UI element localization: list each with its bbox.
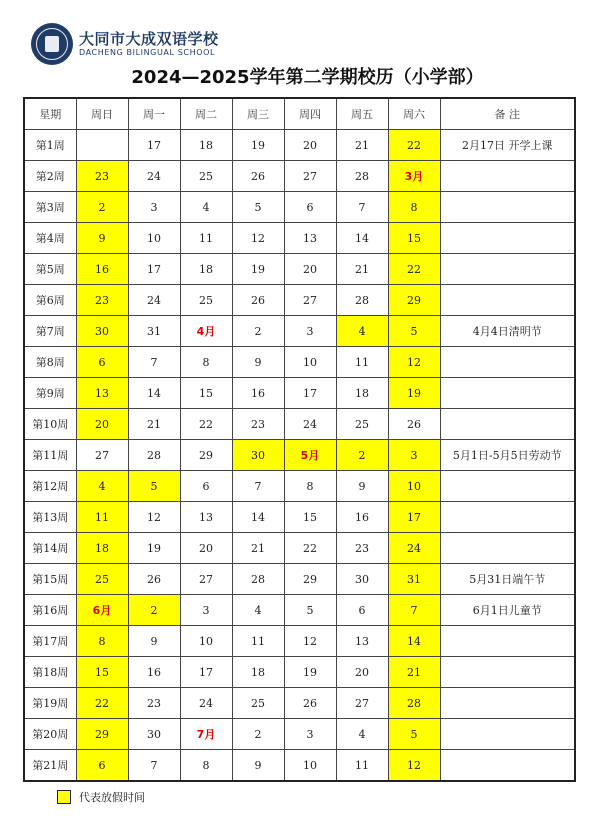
day-cell: 4月 — [180, 316, 232, 347]
week-note: 4月4日清明节 — [440, 316, 575, 347]
day-cell: 19 — [232, 130, 284, 161]
day-cell: 3 — [284, 719, 336, 750]
week-row — [24, 719, 575, 750]
page-title: 2024—2025学年第二学期校历（小学部） — [131, 67, 484, 88]
week-label: 第18周 — [24, 657, 76, 688]
week-row — [24, 564, 575, 595]
school-name-block — [79, 30, 219, 58]
day-cell: 11 — [336, 750, 388, 782]
day-cell: 13 — [76, 378, 128, 409]
week-row — [24, 533, 575, 564]
day-cell: 30 — [128, 719, 180, 750]
week-note: 6月1日儿童节 — [440, 595, 575, 626]
week-note — [440, 347, 575, 378]
week-note — [440, 378, 575, 409]
day-cell: 7 — [232, 471, 284, 502]
school-name-cn: 大同市大成双语学校 — [79, 30, 219, 48]
day-cell: 13 — [180, 502, 232, 533]
day-cell: 29 — [388, 285, 440, 316]
day-cell: 11 — [232, 626, 284, 657]
day-cell: 4 — [180, 192, 232, 223]
week-row — [24, 409, 575, 440]
day-cell: 25 — [336, 409, 388, 440]
week-row — [24, 316, 575, 347]
day-cell: 15 — [284, 502, 336, 533]
week-note — [440, 657, 575, 688]
header-notes: 备 注 — [440, 98, 575, 130]
week-label: 第1周 — [24, 130, 76, 161]
day-cell: 27 — [284, 285, 336, 316]
day-cell: 26 — [128, 564, 180, 595]
week-row — [24, 285, 575, 316]
day-cell: 20 — [284, 254, 336, 285]
day-cell: 23 — [76, 285, 128, 316]
week-note — [440, 688, 575, 719]
week-label: 第10周 — [24, 409, 76, 440]
week-note: 2月17日 开学上课 — [440, 130, 575, 161]
day-cell: 17 — [284, 378, 336, 409]
day-cell: 28 — [336, 285, 388, 316]
day-cell: 3 — [128, 192, 180, 223]
day-cell: 14 — [232, 502, 284, 533]
day-cell: 30 — [336, 564, 388, 595]
day-cell: 22 — [388, 254, 440, 285]
day-cell: 21 — [336, 130, 388, 161]
day-cell: 3 — [180, 595, 232, 626]
day-cell: 5 — [388, 316, 440, 347]
day-cell: 3 — [388, 440, 440, 471]
day-cell: 25 — [180, 285, 232, 316]
day-cell: 23 — [128, 688, 180, 719]
day-cell: 25 — [76, 564, 128, 595]
day-cell: 28 — [128, 440, 180, 471]
day-cell: 8 — [180, 347, 232, 378]
week-label: 第21周 — [24, 750, 76, 782]
day-cell: 29 — [284, 564, 336, 595]
week-row — [24, 192, 575, 223]
day-cell: 31 — [128, 316, 180, 347]
week-row — [24, 254, 575, 285]
day-cell: 3月 — [388, 161, 440, 192]
day-cell: 19 — [232, 254, 284, 285]
week-label: 第13周 — [24, 502, 76, 533]
week-row — [24, 471, 575, 502]
day-cell: 11 — [336, 347, 388, 378]
week-label: 第6周 — [24, 285, 76, 316]
day-cell: 16 — [232, 378, 284, 409]
day-cell: 13 — [336, 626, 388, 657]
header-mon: 周一 — [128, 98, 180, 130]
day-cell: 7 — [336, 192, 388, 223]
day-cell: 19 — [284, 657, 336, 688]
day-cell: 15 — [76, 657, 128, 688]
day-cell: 21 — [388, 657, 440, 688]
header-tue: 周二 — [180, 98, 232, 130]
day-cell: 15 — [180, 378, 232, 409]
header-fri: 周五 — [336, 98, 388, 130]
school-logo-icon — [31, 23, 73, 65]
week-row — [24, 657, 575, 688]
week-label: 第15周 — [24, 564, 76, 595]
day-cell: 11 — [76, 502, 128, 533]
day-cell: 17 — [128, 130, 180, 161]
week-label: 第2周 — [24, 161, 76, 192]
week-label: 第7周 — [24, 316, 76, 347]
day-cell: 20 — [336, 657, 388, 688]
week-note — [440, 409, 575, 440]
day-cell: 23 — [336, 533, 388, 564]
day-cell: 9 — [336, 471, 388, 502]
day-cell: 6 — [180, 471, 232, 502]
day-cell: 21 — [336, 254, 388, 285]
day-cell: 26 — [388, 409, 440, 440]
calendar-body — [24, 130, 575, 782]
day-cell: 23 — [76, 161, 128, 192]
day-cell: 27 — [76, 440, 128, 471]
day-cell: 6 — [76, 750, 128, 782]
week-row — [24, 440, 575, 471]
day-cell: 5月 — [284, 440, 336, 471]
day-cell: 20 — [76, 409, 128, 440]
day-cell: 16 — [76, 254, 128, 285]
day-cell: 16 — [128, 657, 180, 688]
legend-swatch — [57, 790, 71, 804]
day-cell: 28 — [232, 564, 284, 595]
week-note — [440, 471, 575, 502]
school-calendar-table — [23, 97, 576, 782]
day-cell: 8 — [76, 626, 128, 657]
day-cell: 6月 — [76, 595, 128, 626]
day-cell: 28 — [388, 688, 440, 719]
day-cell: 3 — [284, 316, 336, 347]
day-cell: 22 — [388, 130, 440, 161]
day-cell: 8 — [388, 192, 440, 223]
day-cell: 6 — [336, 595, 388, 626]
week-note — [440, 285, 575, 316]
legend-label: 代表放假时间 — [79, 791, 145, 804]
day-cell: 27 — [180, 564, 232, 595]
day-cell: 8 — [284, 471, 336, 502]
day-cell: 14 — [336, 223, 388, 254]
day-cell: 9 — [232, 750, 284, 782]
day-cell: 6 — [284, 192, 336, 223]
week-row — [24, 347, 575, 378]
week-label: 第5周 — [24, 254, 76, 285]
week-label: 第16周 — [24, 595, 76, 626]
week-row — [24, 130, 575, 161]
day-cell: 27 — [284, 161, 336, 192]
day-cell: 27 — [336, 688, 388, 719]
day-cell: 4 — [336, 316, 388, 347]
day-cell: 5 — [232, 192, 284, 223]
week-label: 第19周 — [24, 688, 76, 719]
week-label: 第11周 — [24, 440, 76, 471]
day-cell: 5 — [284, 595, 336, 626]
day-cell: 4 — [232, 595, 284, 626]
day-cell: 25 — [232, 688, 284, 719]
day-cell: 24 — [284, 409, 336, 440]
day-cell: 28 — [336, 161, 388, 192]
day-cell: 21 — [128, 409, 180, 440]
legend — [57, 789, 145, 805]
day-cell: 20 — [180, 533, 232, 564]
week-row — [24, 688, 575, 719]
day-cell: 25 — [180, 161, 232, 192]
day-cell: 19 — [388, 378, 440, 409]
week-label: 第12周 — [24, 471, 76, 502]
week-label: 第4周 — [24, 223, 76, 254]
day-cell: 24 — [388, 533, 440, 564]
week-row — [24, 750, 575, 782]
day-cell: 5 — [388, 719, 440, 750]
header-sun: 周日 — [76, 98, 128, 130]
day-cell: 10 — [180, 626, 232, 657]
day-cell: 22 — [76, 688, 128, 719]
day-cell: 15 — [388, 223, 440, 254]
day-cell: 7 — [128, 347, 180, 378]
week-label: 第20周 — [24, 719, 76, 750]
day-cell: 6 — [76, 347, 128, 378]
week-row — [24, 626, 575, 657]
day-cell: 5 — [128, 471, 180, 502]
week-label: 第3周 — [24, 192, 76, 223]
day-cell: 26 — [284, 688, 336, 719]
day-cell: 23 — [232, 409, 284, 440]
week-row — [24, 223, 575, 254]
day-cell: 18 — [232, 657, 284, 688]
school-header — [31, 24, 219, 64]
week-note: 5月1日-5月5日劳动节 — [440, 440, 575, 471]
day-cell: 4 — [76, 471, 128, 502]
day-cell: 16 — [336, 502, 388, 533]
day-cell: 12 — [388, 750, 440, 782]
week-label: 第17周 — [24, 626, 76, 657]
day-cell: 10 — [284, 750, 336, 782]
day-cell: 18 — [180, 254, 232, 285]
day-cell: 21 — [232, 533, 284, 564]
day-cell: 4 — [336, 719, 388, 750]
day-cell: 2 — [76, 192, 128, 223]
week-note — [440, 254, 575, 285]
day-cell: 2 — [336, 440, 388, 471]
week-note — [440, 626, 575, 657]
day-cell: 17 — [388, 502, 440, 533]
day-cell: 10 — [284, 347, 336, 378]
day-cell: 24 — [128, 161, 180, 192]
week-note — [440, 223, 575, 254]
header-thu: 周四 — [284, 98, 336, 130]
day-cell: 14 — [128, 378, 180, 409]
week-note — [440, 192, 575, 223]
day-cell: 14 — [388, 626, 440, 657]
day-cell: 31 — [388, 564, 440, 595]
day-cell: 9 — [128, 626, 180, 657]
week-row — [24, 595, 575, 626]
day-cell: 22 — [284, 533, 336, 564]
week-note — [440, 502, 575, 533]
day-cell: 9 — [232, 347, 284, 378]
day-cell: 2 — [128, 595, 180, 626]
day-cell: 18 — [336, 378, 388, 409]
week-row — [24, 502, 575, 533]
day-cell: 24 — [128, 285, 180, 316]
day-cell — [76, 130, 128, 161]
day-cell: 30 — [76, 316, 128, 347]
day-cell: 12 — [284, 626, 336, 657]
day-cell: 26 — [232, 161, 284, 192]
day-cell: 9 — [76, 223, 128, 254]
week-note — [440, 750, 575, 782]
day-cell: 12 — [232, 223, 284, 254]
day-cell: 13 — [284, 223, 336, 254]
day-cell: 12 — [128, 502, 180, 533]
school-name-en: DACHENG BILINGUAL SCHOOL — [79, 48, 216, 57]
day-cell: 18 — [180, 130, 232, 161]
header-week: 星期 — [24, 98, 76, 130]
week-note: 5月31日端午节 — [440, 564, 575, 595]
day-cell: 17 — [180, 657, 232, 688]
day-cell: 7 — [388, 595, 440, 626]
week-label: 第8周 — [24, 347, 76, 378]
day-cell: 17 — [128, 254, 180, 285]
day-cell: 12 — [388, 347, 440, 378]
header-wed: 周三 — [232, 98, 284, 130]
week-row — [24, 378, 575, 409]
week-label: 第9周 — [24, 378, 76, 409]
header-row — [24, 98, 575, 130]
week-note — [440, 161, 575, 192]
week-row — [24, 161, 575, 192]
day-cell: 26 — [232, 285, 284, 316]
day-cell: 24 — [180, 688, 232, 719]
day-cell: 30 — [232, 440, 284, 471]
day-cell: 2 — [232, 316, 284, 347]
day-cell: 7 — [128, 750, 180, 782]
day-cell: 20 — [284, 130, 336, 161]
day-cell: 2 — [232, 719, 284, 750]
day-cell: 18 — [76, 533, 128, 564]
day-cell: 10 — [128, 223, 180, 254]
day-cell: 29 — [180, 440, 232, 471]
day-cell: 19 — [128, 533, 180, 564]
day-cell: 29 — [76, 719, 128, 750]
header-sat: 周六 — [388, 98, 440, 130]
week-note — [440, 719, 575, 750]
day-cell: 8 — [180, 750, 232, 782]
day-cell: 22 — [180, 409, 232, 440]
week-note — [440, 533, 575, 564]
day-cell: 7月 — [180, 719, 232, 750]
week-label: 第14周 — [24, 533, 76, 564]
day-cell: 11 — [180, 223, 232, 254]
day-cell: 10 — [388, 471, 440, 502]
